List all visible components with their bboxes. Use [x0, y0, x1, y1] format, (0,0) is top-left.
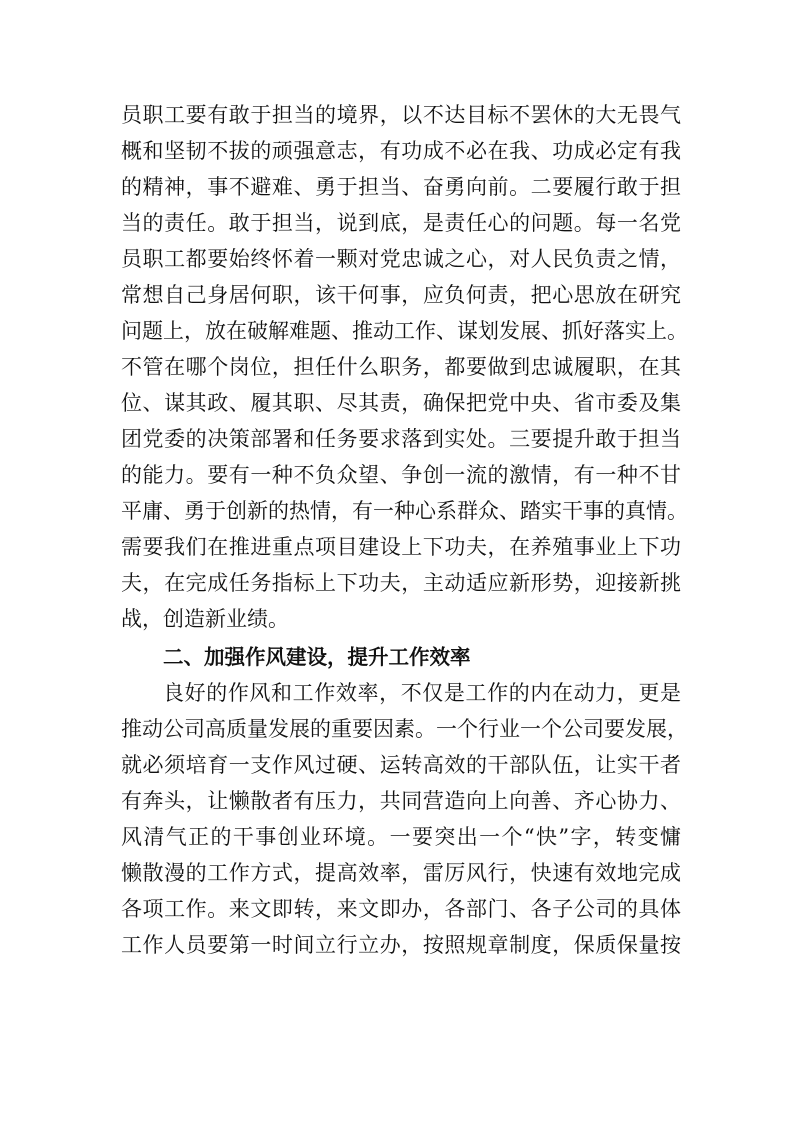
- paragraph-2-line: 工作人员要第一时间立行立办，按照规章制度，保质保量按: [121, 933, 681, 957]
- paragraph-1-line: 夫，在完成任务指标上下功夫，主动适应新形势，迎接新挑: [121, 571, 681, 595]
- paragraph-2-line: 风清气正的干事创业环境。一要突出一个“快”字，转变慵: [121, 825, 681, 849]
- paragraph-1-line: 员职工要有敢于担当的境界，以不达目标不罢休的大无畏气: [121, 103, 681, 127]
- paragraph-1-line: 的精神，事不避难、勇于担当、奋勇向前。二要履行敢于担: [121, 175, 681, 199]
- paragraph-1-line: 不管在哪个岗位，担任什么职务，都要做到忠诚履职，在其: [121, 355, 681, 379]
- paragraph-1-line: 常想自己身居何职，该干何事，应负何责，把心思放在研究: [121, 283, 681, 307]
- paragraph-2-line: 推动公司高质量发展的重要因素。一个行业一个公司要发展，: [121, 717, 688, 741]
- section-heading: 二、加强作风建设，提升工作效率: [163, 645, 471, 669]
- paragraph-1-line: 团党委的决策部署和任务要求落到实处。三要提升敢于担当: [121, 427, 681, 451]
- paragraph-1-line: 的能力。要有一种不负众望、争创一流的激情，有一种不甘: [121, 463, 681, 487]
- paragraph-2-line: 懒散漫的工作方式，提高效率，雷厉风行，快速有效地完成: [121, 861, 681, 885]
- paragraph-1-line: 位、谋其政、履其职、尽其责，确保把党中央、省市委及集: [121, 391, 681, 415]
- paragraph-1-line: 当的责任。敢于担当，说到底，是责任心的问题。每一名党: [121, 211, 681, 235]
- paragraph-2-line: 有奔头，让懒散者有压力，共同营造向上向善、齐心协力、: [121, 789, 681, 813]
- paragraph-1-line: 战，创造新业绩。: [121, 607, 289, 631]
- paragraph-1-line: 平庸、勇于创新的热情，有一种心系群众、踏实干事的真情。: [121, 499, 688, 523]
- paragraph-1-line: 员职工都要始终怀着一颗对党忠诚之心，对人民负责之情，: [121, 247, 681, 271]
- paragraph-2-line: 就必须培育一支作风过硬、运转高效的干部队伍，让实干者: [121, 753, 681, 777]
- paragraph-1-line: 问题上，放在破解难题、推动工作、谋划发展、抓好落实上。: [121, 319, 688, 343]
- paragraph-1-line: 需要我们在推进重点项目建设上下功夫，在养殖事业上下功: [121, 535, 681, 559]
- paragraph-2-line: 各项工作。来文即转，来文即办，各部门、各子公司的具体: [121, 897, 681, 921]
- paragraph-1-line: 概和坚韧不拔的顽强意志，有功成不必在我、功成必定有我: [121, 139, 681, 163]
- paragraph-2-line: 良好的作风和工作效率，不仅是工作的内在动力，更是: [163, 681, 681, 705]
